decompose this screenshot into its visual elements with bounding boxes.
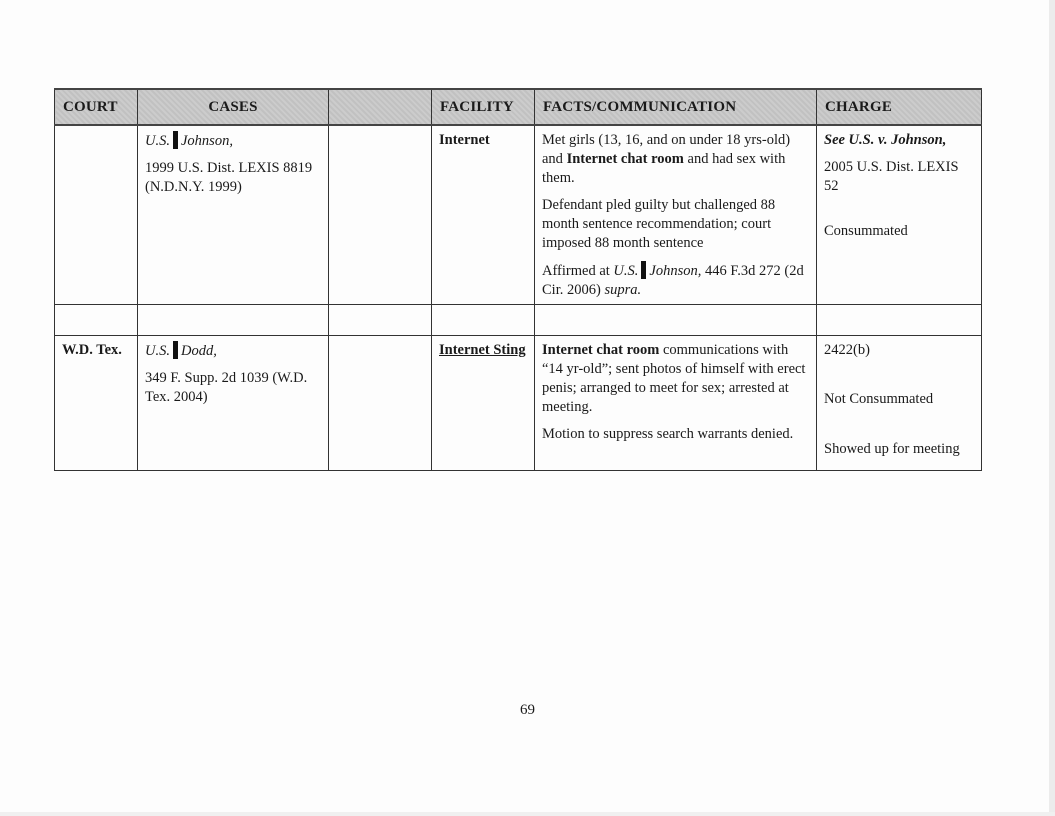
facts-paragraph: Motion to suppress search warrants denied. xyxy=(542,426,794,442)
header-row xyxy=(55,89,982,125)
header-charge: CHARGE xyxy=(817,89,982,125)
header-blank xyxy=(329,89,432,125)
facts-cell xyxy=(535,125,817,305)
redaction-mark xyxy=(173,341,178,359)
scan-edge xyxy=(1049,0,1055,816)
facts-paragraph: Internet chat room communications with “14 yr-old”; sent photos of himself with erect penis; arranged to meet for sex; arrested at meeting. xyxy=(542,342,806,415)
facts-paragraph: Affirmed at U.S. Johnson, 446 F.3d 272 (2d Cir. 2006) supra. xyxy=(542,263,804,298)
blank-cell xyxy=(535,305,817,336)
charge-cell xyxy=(817,336,982,471)
case-cell xyxy=(138,336,329,471)
blank-cell xyxy=(138,305,329,336)
court-cell xyxy=(55,125,138,305)
blank-cell xyxy=(329,305,432,336)
header-facility: FACILITY xyxy=(432,89,535,125)
court-cell: W.D. Tex. xyxy=(55,336,138,471)
header-cases: CASES xyxy=(138,89,329,125)
case-title: U.S. Dodd, xyxy=(145,343,217,359)
charge-status: Consummated xyxy=(824,223,908,239)
facts-paragraph: Defendant pled guilty but challenged 88 month sentence recommendation; court imposed 88 month sentence xyxy=(542,197,776,251)
header-facts: FACTS/COMMUNICATION xyxy=(535,89,817,125)
facility-cell: Internet Sting xyxy=(432,336,535,471)
facts-cell xyxy=(535,336,817,471)
charge-status: Not Consummated xyxy=(824,391,934,407)
blank-cell xyxy=(329,336,432,471)
blank-cell xyxy=(817,305,982,336)
redaction-mark xyxy=(173,131,178,149)
facts-paragraph: Met girls (13, 16, and on under 18 yrs-old) and Internet chat room and had sex with them. xyxy=(542,132,791,186)
page-number: 69 xyxy=(520,702,535,718)
case-table xyxy=(54,88,982,471)
charge-code: 2422(b) xyxy=(824,342,870,358)
blank-cell xyxy=(432,305,535,336)
table-row xyxy=(55,305,982,336)
blank-cell xyxy=(329,125,432,305)
charge-note: Showed up for meeting xyxy=(824,441,960,457)
case-citation: 349 F. Supp. 2d 1039 (W.D. Tex. 2004) xyxy=(145,370,308,405)
header-court: COURT xyxy=(55,89,138,125)
charge-citation: 2005 U.S. Dist. LEXIS 52 xyxy=(824,159,959,194)
table-row xyxy=(55,336,982,471)
facility-cell: Internet xyxy=(432,125,535,305)
charge-reference: See U.S. v. Johnson, xyxy=(824,132,947,148)
charge-cell xyxy=(817,125,982,305)
table-row xyxy=(55,125,982,305)
scan-edge xyxy=(0,812,1055,816)
blank-cell xyxy=(55,305,138,336)
redaction-mark xyxy=(641,261,646,279)
case-title: U.S. Johnson, xyxy=(145,133,233,149)
case-cell xyxy=(138,125,329,305)
case-citation: 1999 U.S. Dist. LEXIS 8819 (N.D.N.Y. 1999) xyxy=(145,160,313,195)
